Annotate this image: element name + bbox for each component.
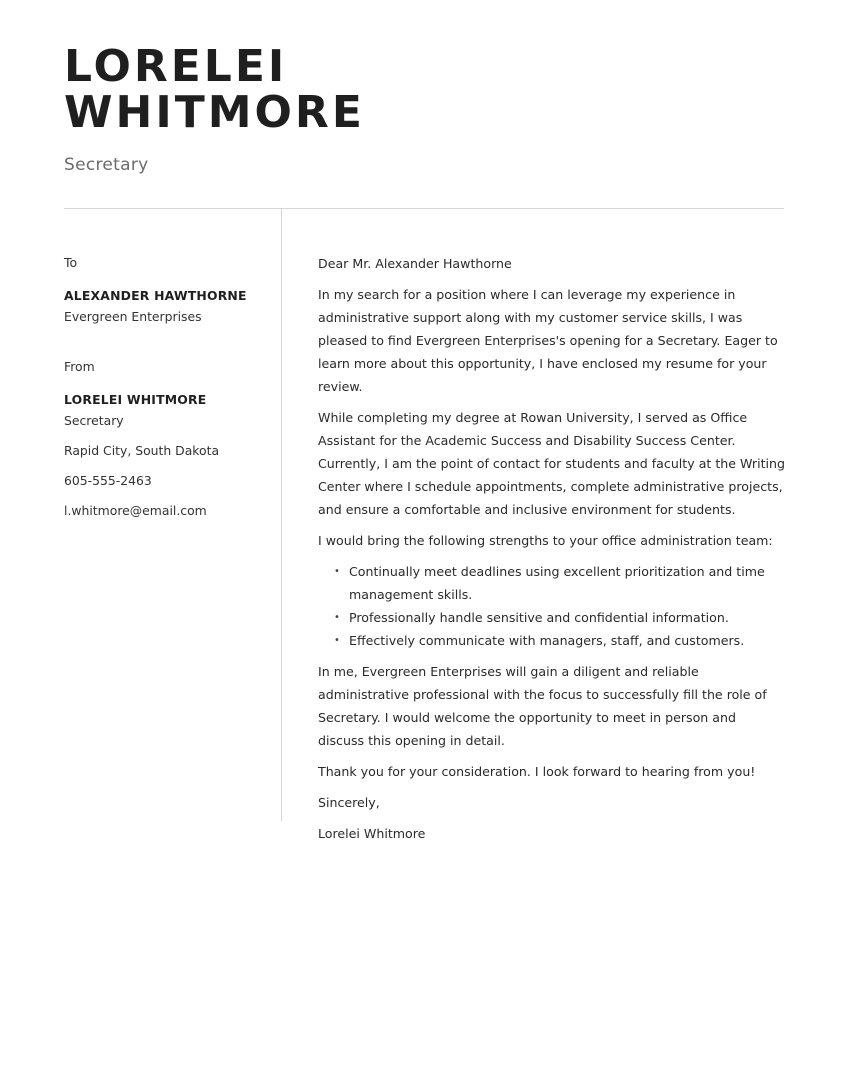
from-label: From: [64, 359, 95, 374]
sender-title: Secretary: [64, 413, 124, 428]
paragraph-strengths-intro: I would bring the following strengths to your office administration team:: [318, 533, 773, 548]
sender-email: l.whitmore@email.com: [64, 503, 207, 518]
recipient-company: Evergreen Enterprises: [64, 309, 202, 324]
paragraph-thanks: Thank you for your consideration. I look forward to hearing from you!: [318, 764, 756, 779]
paragraph-value: In me, Evergreen Enterprises will gain a diligent and reliable administrative professional with the focus to successfully fill the role of Secretary. I would welcome the opportunity to meet in person and discuss this opening in detail.: [318, 664, 767, 748]
sender-phone: 605-555-2463: [64, 473, 152, 488]
letter-body: [318, 252, 786, 853]
list-item: • Effectively communicate with managers, staff, and customers.: [318, 629, 786, 652]
paragraph-intro: In my search for a position where I can leverage my experience in administrative support along with my customer service skills, I was pleased to find Evergreen Enterprises's opening for a Secretary. Eager to learn more about this opportunity, I have enclosed my resume for your review.: [318, 287, 778, 394]
recipient-name: ALEXANDER HAWTHORNE: [64, 288, 247, 303]
applicant-last-name: WHITMORE: [64, 87, 365, 138]
applicant-first-name: LORELEI: [64, 41, 288, 92]
signature: Lorelei Whitmore: [318, 826, 426, 841]
header-divider: [64, 208, 784, 209]
column-divider: [281, 208, 282, 821]
closing: Sincerely,: [318, 795, 380, 810]
strengths-list: [318, 560, 786, 652]
salutation: Dear Mr. Alexander Hawthorne: [318, 256, 512, 271]
list-item: • Continually meet deadlines using excellent prioritization and time management skills.: [318, 560, 786, 606]
job-title: Secretary: [64, 155, 149, 175]
list-item: • Professionally handle sensitive and confidential information.: [318, 606, 786, 629]
to-label: To: [64, 255, 78, 270]
sender-name: LORELEI WHITMORE: [64, 392, 207, 407]
sender-location: Rapid City, South Dakota: [64, 443, 220, 458]
paragraph-experience: While completing my degree at Rowan University, I served as Office Assistant for the Academic Success and Disability Success Center. Currently, I am the point of contact for students and faculty at the Writing Center where I schedule appointments, complete administrative projects, and ensure a comfortable and inclusive environment for students.: [318, 410, 786, 517]
applicant-name: [64, 41, 365, 138]
